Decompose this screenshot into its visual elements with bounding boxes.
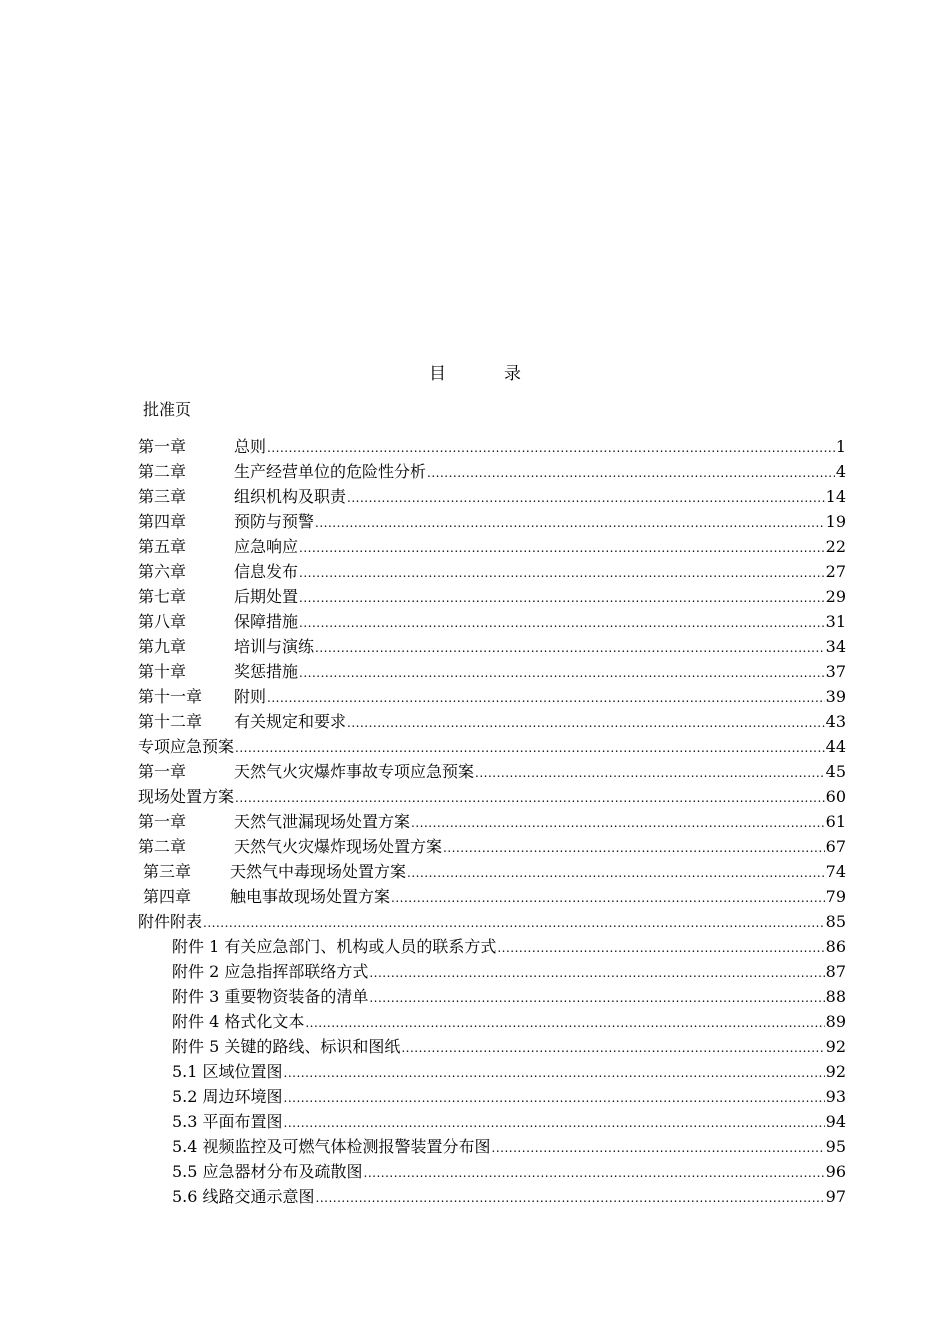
toc-entry-page: 92 [825,1062,846,1081]
toc-entry-page: 86 [825,937,846,956]
toc-entry[interactable] [172,1033,846,1058]
toc-leader [299,613,825,633]
toc-leader [284,1088,825,1108]
toc-entry[interactable] [172,1008,846,1033]
toc-leader [475,763,825,783]
toc-entry-label: 奖惩措施 [234,662,299,681]
toc-entry-prefix: 第一章 [138,437,187,456]
toc-entry[interactable] [138,708,846,733]
toc-entry-label: 生产经营单位的危险性分析 [234,462,427,481]
approval-page-label: 批准页 [143,400,192,419]
toc-entry-prefix: 第七章 [138,587,187,606]
toc-entry[interactable] [172,1158,846,1183]
toc-leader [364,1163,825,1183]
toc-entry[interactable] [172,933,846,958]
toc-entry-prefix: 第三章 [143,862,192,881]
toc-entry-page: 85 [825,912,846,931]
toc-leader [497,938,824,958]
toc-entry[interactable] [138,658,846,683]
toc-entry-label: 天然气泄漏现场处置方案 [234,812,411,831]
toc-leader [369,988,824,1008]
toc-entry-label: 5.6 线路交通示意图 [172,1187,315,1206]
toc-entry-label: 附件 1 有关应急部门、机构或人员的联系方式 [172,937,497,956]
toc-entry-prefix: 第十二章 [138,712,203,731]
toc-entry-prefix: 第四章 [143,887,192,906]
toc-entry[interactable] [138,633,846,658]
toc-title-left: 目 [429,364,446,384]
toc-entry-prefix: 第六章 [138,562,187,581]
toc-entry[interactable] [172,983,846,1008]
toc-leader [235,788,825,808]
toc-entry[interactable] [138,558,846,583]
toc-leader [316,1188,825,1208]
toc-title [0,362,950,386]
toc-entry[interactable] [172,1058,846,1083]
toc-leader [427,463,835,483]
toc-entry-page: 94 [825,1112,846,1131]
toc-leader [401,1038,824,1058]
toc-leader [284,1113,825,1133]
toc-entry-prefix: 第一章 [138,762,187,781]
toc-entry-label: 附件 4 格式化文本 [172,1012,305,1031]
toc-entry-prefix: 第五章 [138,537,187,556]
toc-entry[interactable] [172,1183,846,1208]
toc-leader [235,738,825,758]
toc-entry-label: 触电事故现场处置方案 [230,887,391,906]
toc-leader [347,713,825,733]
toc-entry-page: 22 [825,537,846,556]
toc-entry-page: 96 [825,1162,846,1181]
toc-entry[interactable] [138,683,846,708]
toc-entry-page: 92 [825,1037,846,1056]
toc-entry-label: 5.5 应急器材分布及疏散图 [172,1162,363,1181]
toc-entry-label: 总则 [234,437,267,456]
toc-entry-prefix: 第十一章 [138,687,203,706]
toc-leader [315,638,825,658]
toc-entry-prefix: 第十章 [138,662,187,681]
toc-leader [411,813,825,833]
toc-entry[interactable] [172,1108,846,1133]
toc-entry-label: 专项应急预案 [138,737,235,756]
toc-entry[interactable] [143,883,846,908]
toc-entry-prefix: 第二章 [138,837,187,856]
toc-entry-label: 天然气火灾爆炸事故专项应急预案 [234,762,475,781]
toc-entry-label: 组织机构及职责 [234,487,347,506]
toc-entry-label: 培训与演练 [234,637,315,656]
toc-leader [299,588,825,608]
toc-leader [299,663,825,683]
toc-entry-page: 31 [825,612,846,631]
toc-entry-page: 87 [825,962,846,981]
toc-entry-page: 61 [825,812,846,831]
toc-leader [284,1063,825,1083]
toc-entry[interactable] [138,733,846,758]
toc-entry[interactable] [172,958,846,983]
toc-entry-page: 27 [825,562,846,581]
toc-entry-page: 34 [825,637,846,656]
toc-title-right: 录 [504,364,521,384]
toc-leader [391,888,825,908]
toc-leader [305,1013,824,1033]
toc-leader [267,688,825,708]
toc-entry-prefix: 第二章 [138,462,187,481]
toc-entry[interactable] [138,908,846,933]
toc-entry-label: 附则 [234,687,267,706]
toc-entry-label: 后期处置 [234,587,299,606]
toc-entry-label: 5.2 周边环境图 [172,1087,283,1106]
toc-leader [407,863,825,883]
toc-entry-page: 95 [825,1137,846,1156]
toc-entry[interactable] [172,1083,846,1108]
toc-entry-page: 1 [835,437,846,456]
toc-entry[interactable] [138,583,846,608]
toc-leader [299,538,825,558]
toc-entry-label: 天然气火灾爆炸现场处置方案 [234,837,443,856]
toc-entry-prefix: 第一章 [138,812,187,831]
toc-entry-label: 附件 3 重要物资装备的清单 [172,987,369,1006]
toc-entry-label: 应急响应 [234,537,299,556]
toc-entry-page: 93 [825,1087,846,1106]
toc-entry[interactable] [138,608,846,633]
toc-leader [267,438,835,458]
toc-entry-label: 5.1 区域位置图 [172,1062,283,1081]
toc-entry-label: 预防与预警 [234,512,315,531]
toc-leader [315,513,825,533]
toc-entry-page: 14 [825,487,846,506]
toc-entry[interactable] [138,458,846,483]
toc-entry[interactable] [172,1133,846,1158]
toc-entry-page: 39 [825,687,846,706]
toc-leader [369,963,824,983]
toc-entry-page: 60 [825,787,846,806]
toc-leader [443,838,825,858]
toc-entry-label: 附件 5 关键的路线、标识和图纸 [172,1037,401,1056]
toc-entry-label: 附件附表 [138,912,203,931]
toc-entry[interactable] [138,758,846,783]
toc-entry-page: 79 [825,887,846,906]
toc-entry-label: 天然气中毒现场处置方案 [230,862,407,881]
toc-entry-prefix: 第九章 [138,637,187,656]
toc-entry[interactable] [138,508,846,533]
toc-entry-page: 97 [825,1187,846,1206]
toc-leader [347,488,825,508]
toc-entry[interactable] [138,808,846,833]
toc-entry-prefix: 第四章 [138,512,187,531]
toc-entry[interactable] [138,433,846,458]
toc-entry-label: 保障措施 [234,612,299,631]
toc-entry[interactable] [143,858,846,883]
toc-entry-prefix: 第八章 [138,612,187,631]
toc-entry-page: 45 [825,762,846,781]
toc-entry-page: 43 [825,712,846,731]
toc-entry-page: 67 [825,837,846,856]
toc-leader [299,563,825,583]
toc-entry[interactable] [138,833,846,858]
toc-entry-label: 附件 2 应急指挥部联络方式 [172,962,369,981]
toc-entry-label: 现场处置方案 [138,787,235,806]
toc-entry-label: 有关规定和要求 [234,712,347,731]
toc-entry-page: 89 [825,1012,846,1031]
toc-entry-page: 19 [825,512,846,531]
toc-entry-page: 29 [825,587,846,606]
toc-entry-page: 44 [825,737,846,756]
toc-entry-label: 信息发布 [234,562,299,581]
toc-leader [492,1138,825,1158]
toc-leader [203,913,825,933]
toc-entry-page: 37 [825,662,846,681]
toc-entry[interactable] [138,783,846,808]
toc-entry-prefix: 第三章 [138,487,187,506]
toc-entry-label: 5.4 视频监控及可燃气体检测报警装置分布图 [172,1137,491,1156]
toc-entry[interactable] [138,483,846,508]
toc-entry[interactable] [138,533,846,558]
toc-entry-page: 4 [835,462,846,481]
toc-entry-page: 74 [825,862,846,881]
toc-entry-page: 88 [825,987,846,1006]
toc-entry-label: 5.3 平面布置图 [172,1112,283,1131]
